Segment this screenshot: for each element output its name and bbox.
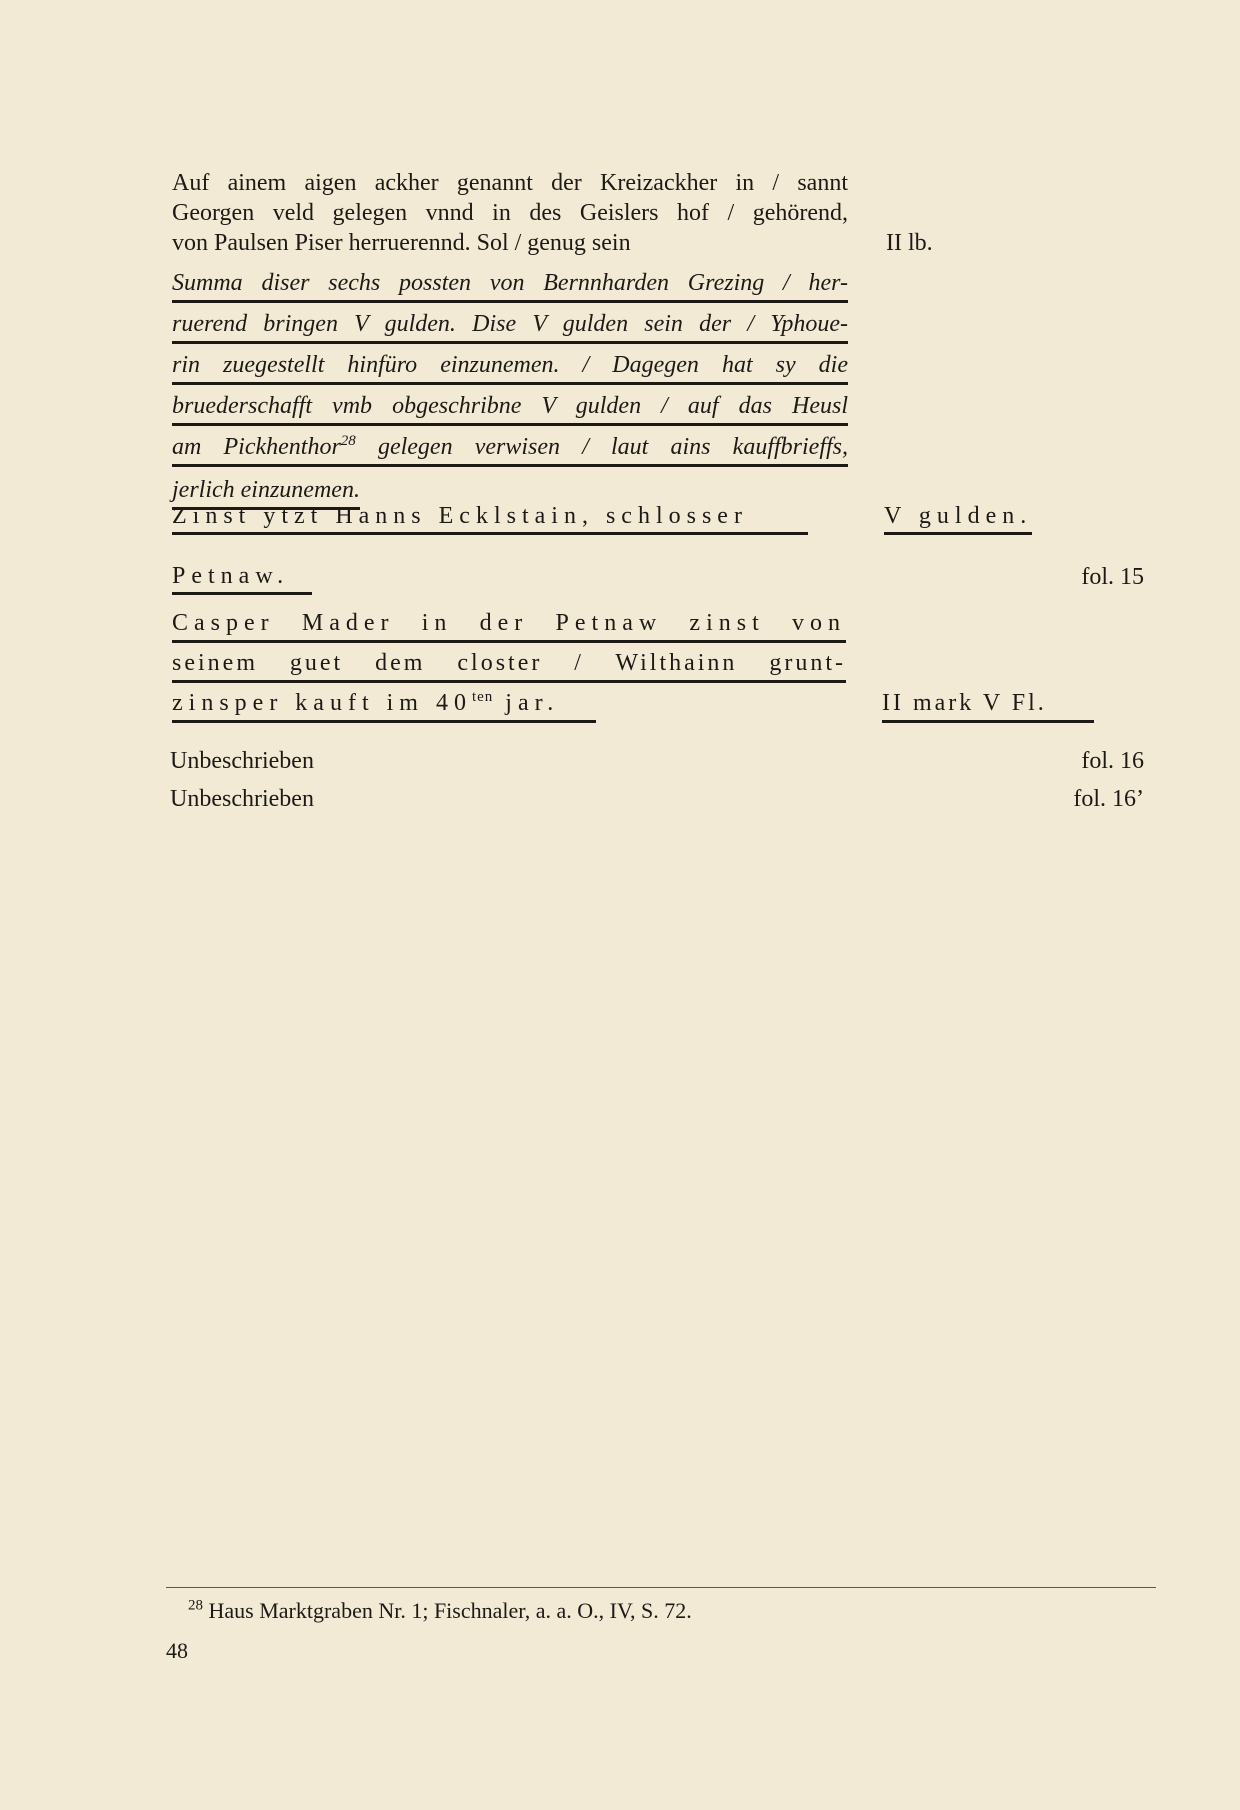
amount-entry1: II lb. [886,230,933,256]
text-line: von Paulsen Piser herruerennd. Sol / genug sein [172,230,631,256]
summa-line: bruederschafft vmb obgeschribne V gulden / auf das Heusl [172,389,848,426]
entry2-line-part: jar. [505,690,560,716]
footnote-ref: 28 [340,433,356,449]
entry2-line: Casper Mader in der Petnaw zinst von [172,606,846,643]
footnote-text: Haus Marktgraben Nr. 1; Fischnaler, a. a. O., IV, S. 72. [208,1598,692,1623]
amount-entry2: II mark V Fl. [882,686,1094,723]
summa-line: rin zuegestellt hinfüro einzunemen. / Dagegen hat sy die [172,348,848,385]
entry2-line [172,686,596,723]
text-line: Georgen veld gelegen vnnd in des Geislers hof / gehörend, [172,200,848,226]
footnote-number: 28 [188,1597,203,1614]
blank-page-label: Unbeschrieben [170,786,314,812]
summa-line-part: am Pickhenthor [172,434,341,460]
folio-16-verso: fol. 16’ [1073,786,1144,812]
footnote-rule [166,1587,1156,1588]
page-number: 48 [166,1638,188,1663]
summa-line: jerlich einzunemen. [172,473,360,510]
folio-16: fol. 16 [1081,748,1144,774]
entry-kreizackher [172,168,848,258]
entry2-line: seinem guet dem closter / Wilthainn grunt- [172,646,846,683]
summa-line: Summa diser sechs possten von Bernnharden Grezing / her- [172,266,848,303]
summa-line [172,430,848,467]
summa-paragraph [172,266,848,510]
footnote [188,1596,692,1626]
zinst-line: Zinst ytzt Hanns Ecklstain, schlosser [172,500,808,535]
section-title: Petnaw. [172,560,312,595]
summa-line: ruerend bringen V gulden. Dise V gulden sein der / Yphoue- [172,307,848,344]
entry2-line-part: zinsper kauft im 40 [172,690,472,716]
summa-line-part: gelegen verwisen / laut ains kauffbrieffs, [377,434,848,460]
folio-15: fol. 15 [1081,564,1144,590]
amount-zinst: V gulden. [884,500,1032,535]
blank-page-label: Unbeschrieben [170,748,314,774]
superscript: ten [471,689,494,705]
text-line: Auf ainem aigen ackher genannt der Kreizackher in / sannt [172,170,848,196]
